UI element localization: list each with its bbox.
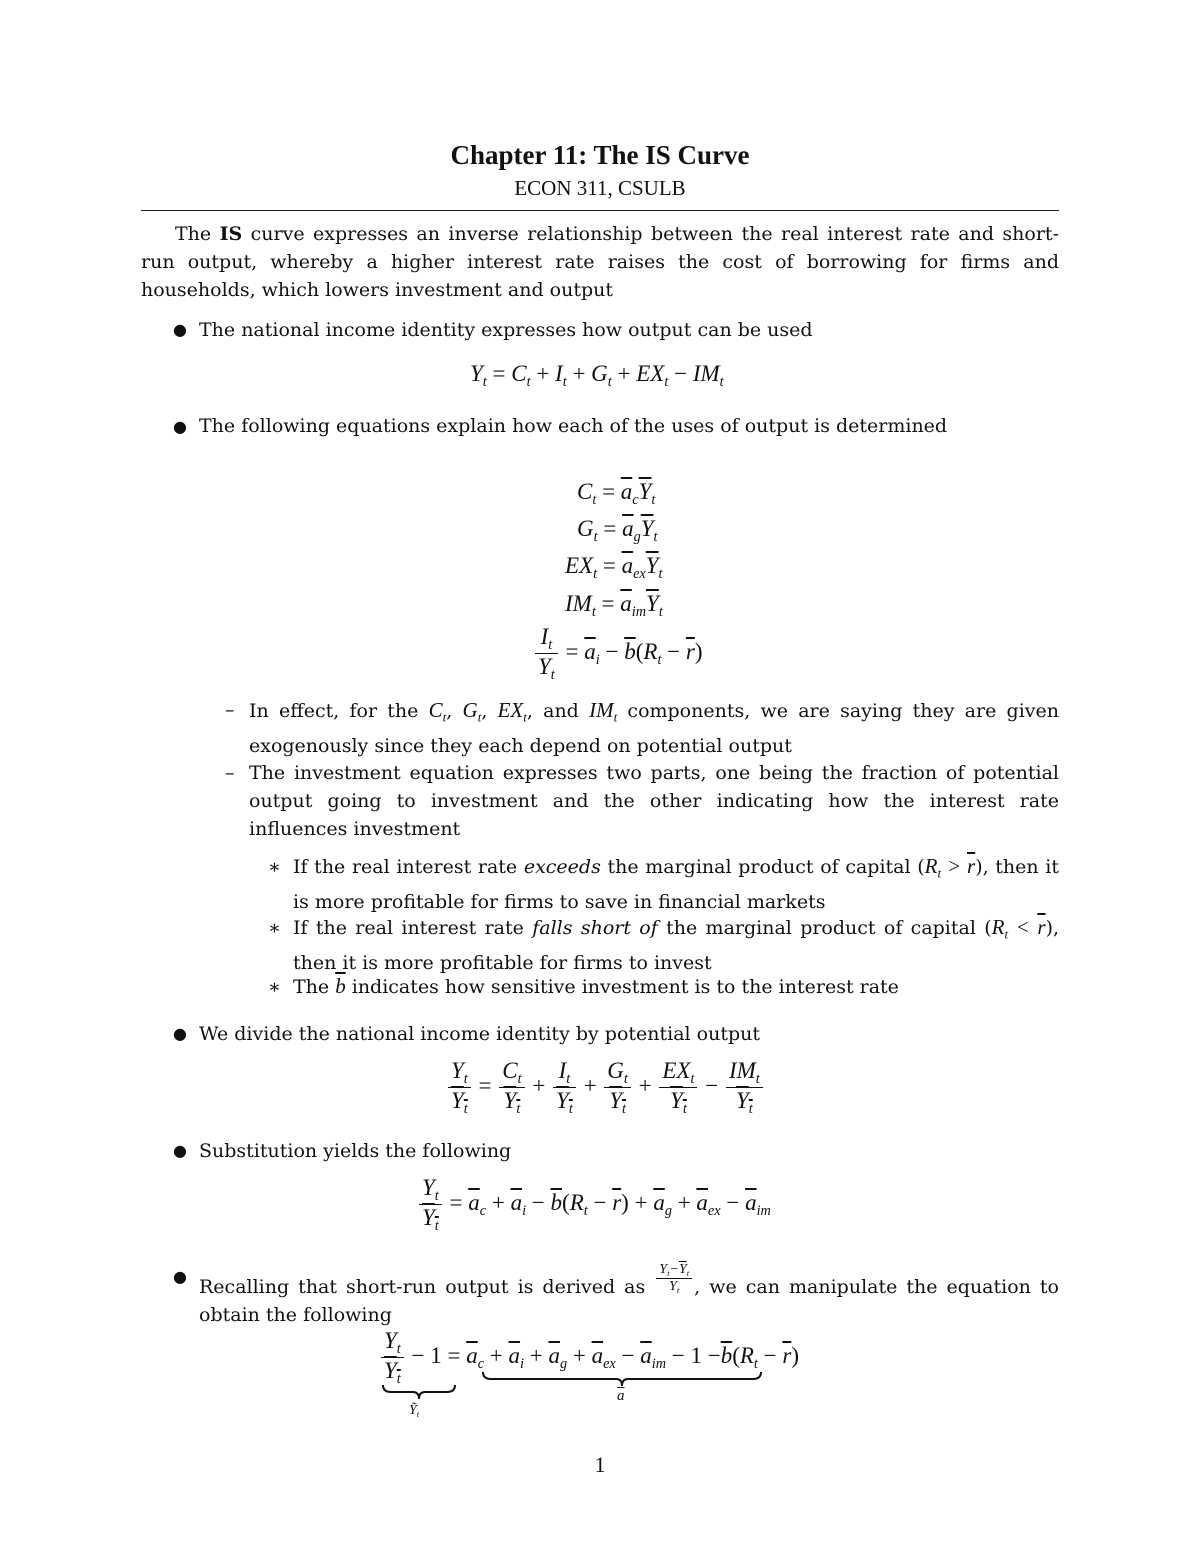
bullet-dot: ● [173, 1024, 187, 1043]
document-page [141, 0, 1059, 1553]
title-rule [141, 210, 1059, 211]
star-marker: ∗ [268, 917, 281, 939]
underbrace-a-bar [481, 1370, 763, 1388]
equation-imports: $IM_t = \overline{a}_{im}\overline{Y}_t$ [565, 591, 663, 620]
equation-substitution: $\frac{Y_t}{Y_t}$ = $\overline{a}_c + \overline{a}_i - \overline{b}(R_t - \overline{r}) + \overline{a}_g + \overline{a}_{ex} - \overline{a}_{im}$ [417, 1175, 771, 1235]
equation-short-run: $\frac{Y_t}{Y_t}$ − $1 = \overline{a}_c + \overline{a}_i + \overline{a}_g + \overline{a}_{ex} - \overline{a}_{im} - 1 -\overline{b}(R_t - \overline{r})$ [379, 1328, 799, 1388]
bullet-divide: We divide the national income identity by potential output [199, 1023, 761, 1045]
star-marker: ∗ [268, 856, 281, 878]
page-subtitle: ECON 311, CSULB [514, 176, 686, 200]
equation-exports: $EX_t = \overline{a}_{ex}\overline{Y}_t$ [565, 553, 663, 582]
is-bold: IS [219, 223, 243, 245]
bullet-recalling: Recalling that short-run output is derived as $\frac{Y_t-\overline{Y}_t}{\overline{Y}_t}$ , we can manipulate the equation to obtain the following [199, 1262, 1059, 1326]
equation-divided-identity: $\frac{Y_t}{Y_t}$ = $\frac{C_t}{Y_t}$ + $\frac{I_t}{Y_t}$ + $\frac{G_t}{Y_t}$ + $\frac{EX_t}{Y_t}$ − $\frac{IM_t}{Y_t}$ [446, 1058, 765, 1118]
equation-consumption: $C_t = \overline{a}_c\overline{Y}_t$ [577, 479, 656, 508]
bullet-dot: ● [173, 1267, 187, 1286]
bullet-substitution: Substitution yields the following [199, 1140, 512, 1162]
bullet-dot: ● [173, 417, 187, 436]
star-item-exceeds: If the real interest rate exceeds the marginal product of capital $(R_t > \overline{r})$, then it is more profitable for firms to save in financial markets [293, 854, 1060, 913]
bullet-national-income: The national income identity expresses how output can be used [199, 319, 813, 341]
dash-item-investment: The investment equation expresses two parts, one being the fraction of potential output going to investment and the other indicating how the interest rate influences investment [249, 762, 1059, 840]
star-item-falls-short: If the real interest rate falls short of the marginal product of capital $(R_t < \overline{r})$, then it is more profitable for firms to invest [293, 915, 1060, 974]
star-marker: ∗ [268, 976, 281, 998]
dash-item-exogenous: In effect, for the $C_t$, $G_t$, $EX_t$, and $IM_t$ components, we are saying they are given exogenously since they each depend on potential output [249, 698, 1059, 757]
dash-marker: – [225, 699, 235, 721]
bullet-dot: ● [173, 320, 187, 339]
underbrace-label-abar: $\overline{a}$ [617, 1388, 625, 1404]
page-title: Chapter 11: The IS Curve [450, 140, 750, 170]
underbrace-output-gap [381, 1383, 457, 1401]
equation-national-income: $Y_t = C_t + I_t + G_t + EX_t - IM_t$ [470, 361, 724, 390]
intro-paragraph: The IS curve expresses an inverse relationship between the real interest rate and short-run output, whereby a higher interest rate raises the cost of borrowing for firms and households, which lowers investment and output [141, 223, 1059, 301]
bullet-following-equations: The following equations explain how each of the uses of output is determined [199, 415, 948, 437]
equation-investment: $\frac{I_t}{Y_t}$ = $\overline{a}_i - \overline{b}(R_t - \overline{r})$ [533, 624, 703, 684]
underbrace-label-ytilde: Ỹ$_t$ [409, 1403, 420, 1420]
bullet-dot: ● [173, 1141, 187, 1160]
star-item-sensitivity: The $\overline{b}$ indicates how sensitive investment is to the interest rate [293, 974, 899, 998]
dash-marker: – [225, 762, 235, 784]
page-number: 1 [594, 1452, 606, 1477]
equation-government: $G_t = \overline{a}_g\overline{Y}_t$ [577, 516, 658, 545]
